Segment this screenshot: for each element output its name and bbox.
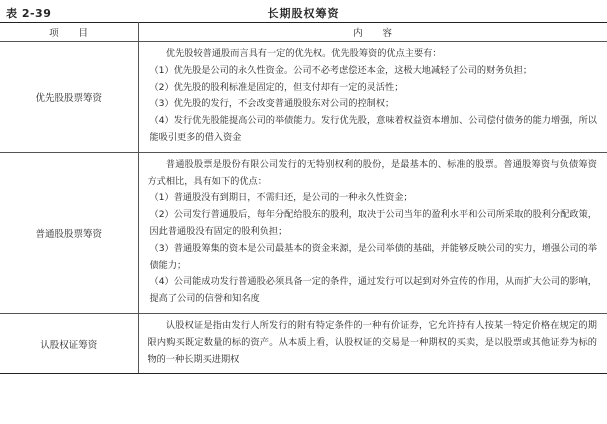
paragraph: （2）优先股的股利标准是固定的，但支付却有一定的灵活性；	[149, 81, 404, 93]
paragraph: 优先股较普通股而言具有一定的优先权。优先股筹资的优点主要有：	[165, 48, 442, 59]
equity-financing-table	[0, 22, 607, 374]
paragraph: 普通股股票是股份有限公司发行的无特别权利的股份，是最基本的、标准的股票。普通股筹资与负债筹资方式相比，具有如下的优点：	[147, 158, 597, 187]
row-content-preferred-stock	[138, 42, 607, 153]
table-row-common-stock	[0, 152, 607, 313]
paragraph: （1）普通股没有到期日，不需归还，是公司的一种永久性资金；	[149, 192, 413, 204]
paragraph: （4）公司能成功发行普通股必须具备一定的条件，通过发行可以起到对外宣传的作用，从而扩大公司的影响，提高了公司的信誉和知名度	[149, 276, 597, 305]
row-label-warrants: 认股权证筹资	[0, 313, 138, 373]
row-label-common-stock: 普通股股票筹资	[0, 152, 138, 313]
paragraph: （2）公司发行普通股后，每年分配给股东的股利，取决于公司当年的盈利水平和公司所采取的股利分配政策，因此普通股没有固定的股利负担；	[149, 209, 597, 237]
row-content-common-stock	[138, 152, 607, 313]
table-header-row	[0, 23, 607, 42]
paragraph: （3）普通股筹集的资本是公司最基本的资金来源，是公司举债的基础，并能够反映公司的实力，增强公司的举债能力；	[149, 242, 597, 271]
table-row-preferred-stock	[0, 42, 607, 153]
paragraph: （3）优先股的发行，不会改变普通股股东对公司的控制权；	[149, 98, 395, 110]
paragraph: （4）发行优先股能提高公司的举债能力。发行优先股，意味着权益资本增加、公司偿付债务的能力增强，所以能吸引更多的借入资金	[149, 115, 597, 143]
paragraph: （1）优先股是公司的永久性资金。公司不必考虑偿还本金，这极大地减轻了公司的财务负担；	[149, 64, 533, 76]
table-title: 长期股权筹资	[267, 7, 340, 20]
table-caption	[0, 5, 607, 19]
header-content: 内 容	[138, 23, 607, 42]
table-row-warrants	[0, 313, 607, 373]
paragraph: 认股权证是指由发行人所发行的附有特定条件的一种有价证券，它允许持有人按某一特定价格在规定的期限内购买既定数量的标的资产。从本质上看，认股权证的交易是一种期权的买卖，是以股票或其他证券为标的物的一种长期买进期权	[147, 319, 597, 365]
row-label-preferred-stock: 优先股股票筹资	[0, 42, 138, 153]
table-number: 表 2-39	[6, 7, 52, 20]
row-content-warrants	[138, 313, 607, 373]
header-item: 项 目	[0, 23, 138, 42]
